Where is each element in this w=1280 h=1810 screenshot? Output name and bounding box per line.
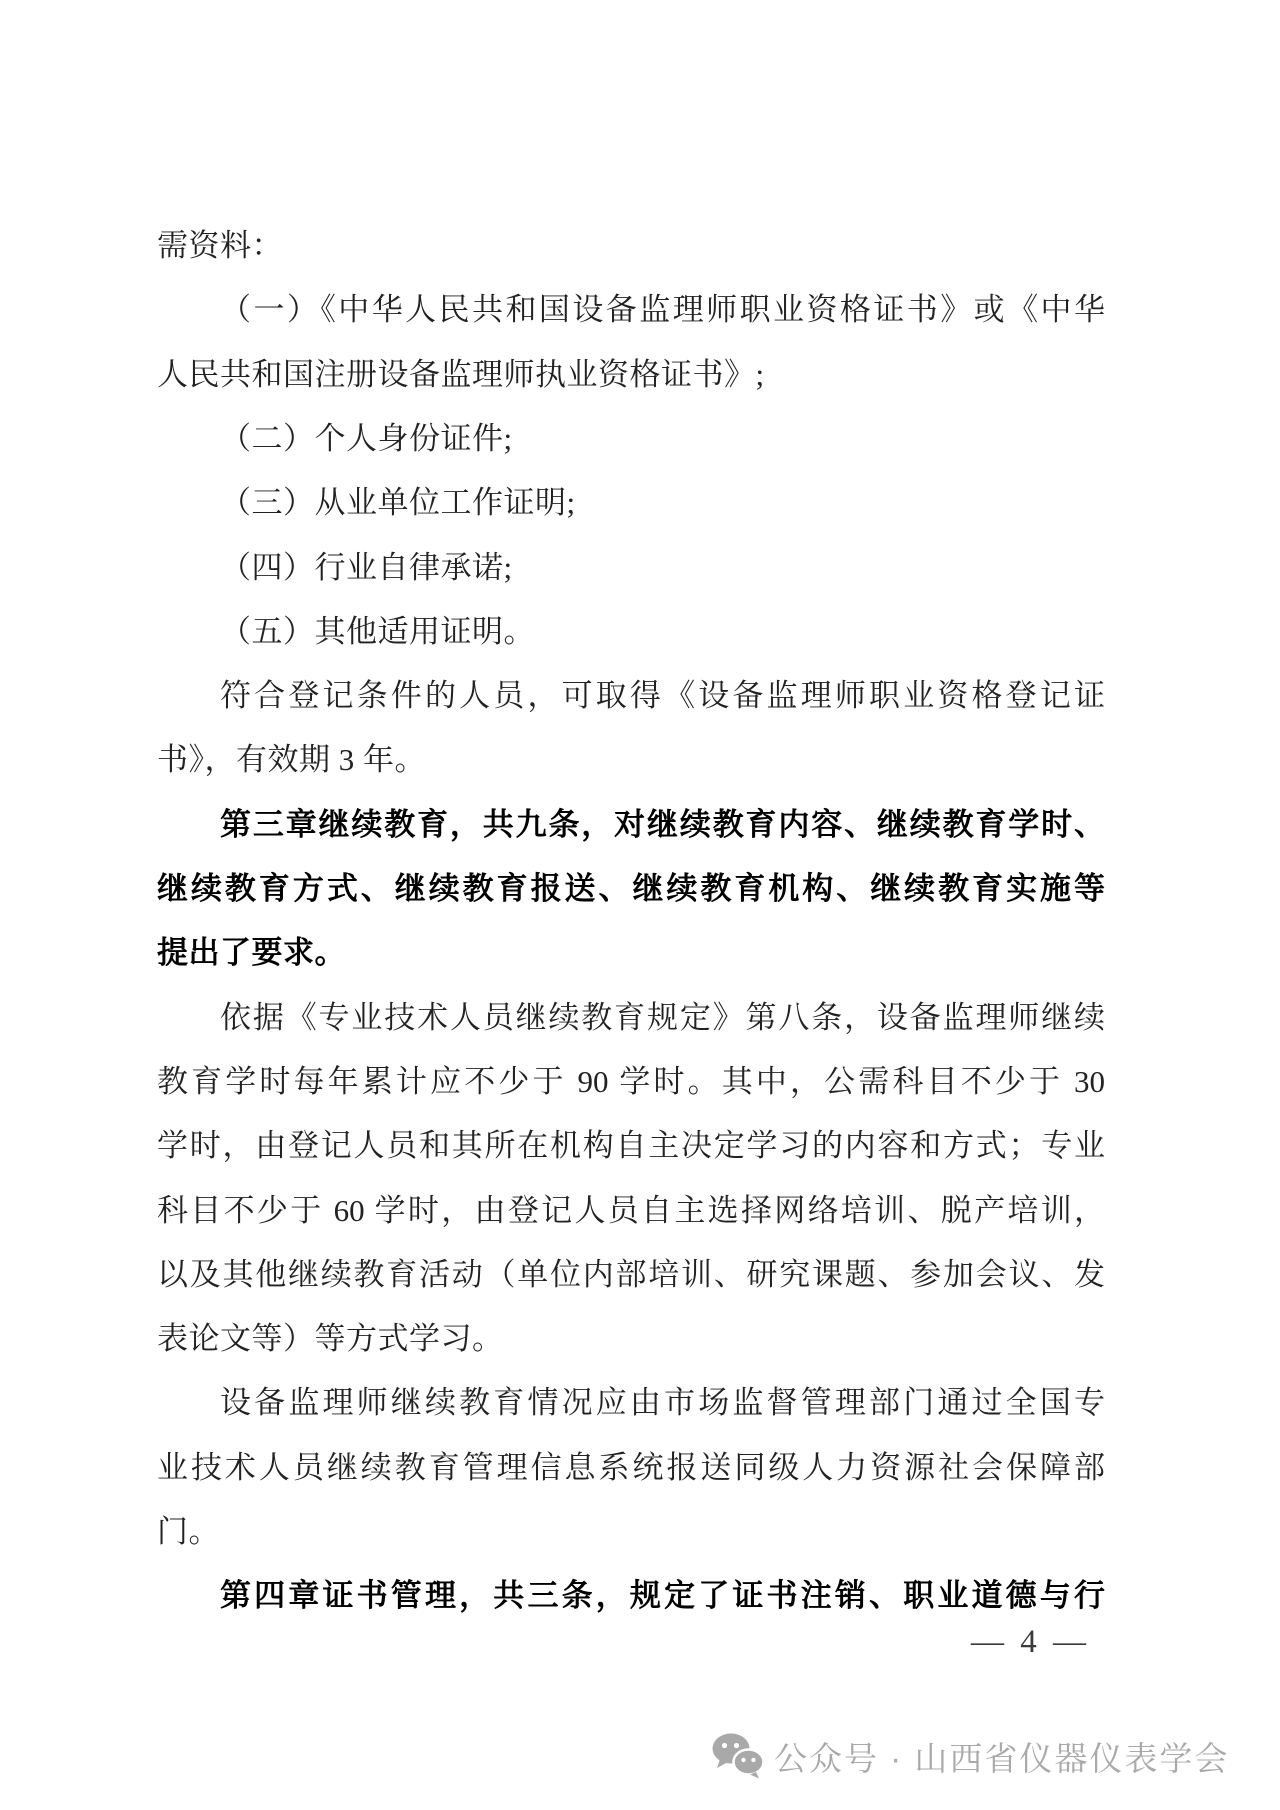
text-line: 继续教育方式、继续教育报送、继续教育机构、继续教育实施等 <box>157 871 1105 906</box>
text-line: 提出了要求。 <box>157 935 346 970</box>
page-number: — 4 — <box>971 1624 1090 1660</box>
text-line: （一）《中华人民共和国设备监理师职业资格证书》或《中华 <box>220 292 1105 327</box>
text-line: （二）个人身份证件; <box>220 421 513 456</box>
text-line: （五）其他适用证明。 <box>220 614 535 649</box>
text-line: 教育学时每年累计应不少于 90 学时。其中，公需科目不少于 30 <box>157 1064 1105 1099</box>
text-line: 第三章继续教育，共九条，对继续教育内容、继续教育学时、 <box>220 807 1105 842</box>
text-line: 需资料： <box>157 228 283 263</box>
text-line: 符合登记条件的人员，可取得《设备监理师职业资格登记证 <box>220 678 1105 713</box>
text-line: （四）行业自律承诺; <box>220 550 513 585</box>
text-line: 科目不少于 60 学时，由登记人员自主选择网络培训、脱产培训， <box>157 1193 1105 1228</box>
watermark <box>712 1730 1229 1782</box>
text-line: 业技术人员继续教育管理信息系统报送同级人力资源社会保障部 <box>157 1450 1105 1485</box>
text-line: 表论文等）等方式学习。 <box>157 1321 504 1356</box>
wechat-icon <box>712 1733 764 1779</box>
text-line: 门。 <box>157 1514 220 1549</box>
text-line: 依据《专业技术人员继续教育规定》第八条，设备监理师继续 <box>220 1000 1105 1035</box>
text-line: 设备监理师继续教育情况应由市场监督管理部门通过全国专 <box>220 1385 1105 1420</box>
text-line: 学时，由登记人员和其所在机构自主决定学习的内容和方式；专业 <box>157 1128 1105 1163</box>
text-line: 以及其他继续教育活动（单位内部培训、研究课题、参加会议、发 <box>157 1257 1105 1292</box>
text-line: 人民共和国注册设备监理师执业资格证书》; <box>157 357 765 392</box>
watermark-label: 公众号 · 山西省仪器仪表学会 <box>774 1739 1230 1777</box>
text-line: 书》，有效期 3 年。 <box>157 742 426 777</box>
text-line: （三）从业单位工作证明; <box>220 485 576 520</box>
text-line: 第四章证书管理，共三条，规定了证书注销、职业道德与行 <box>220 1578 1105 1613</box>
